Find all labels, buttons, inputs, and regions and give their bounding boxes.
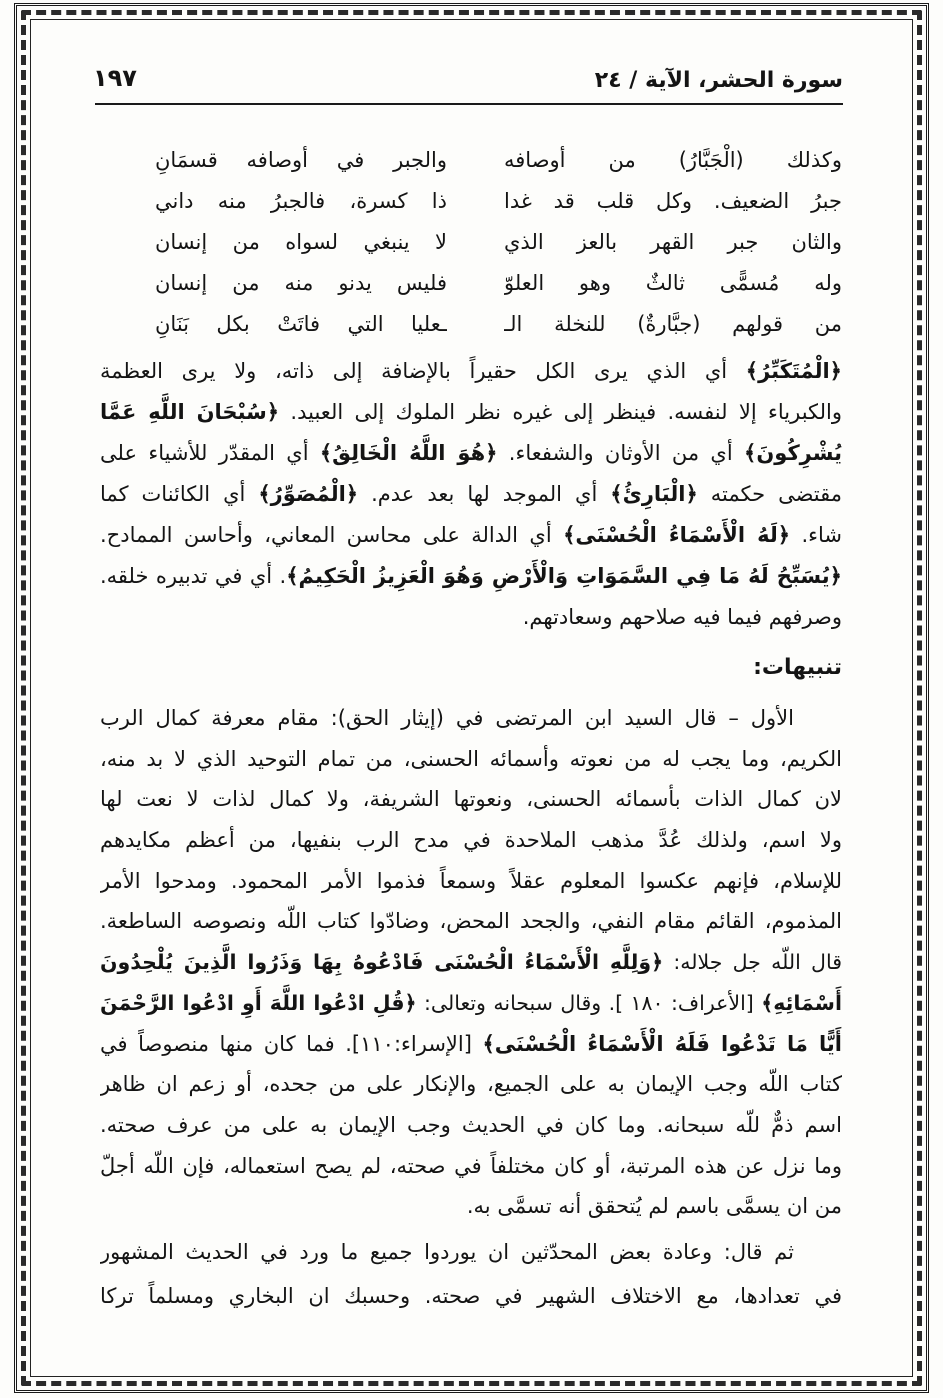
text-line — [100, 556, 842, 597]
text-line — [100, 739, 842, 780]
header-rule — [95, 103, 843, 105]
verse-right-hemistich: وله مُسمًّى ثالثٌ وهو العلوّ — [504, 271, 842, 295]
text-run: شاء. — [790, 523, 842, 547]
text-run: لان كمال الذات بأسمائه الحسنى، ونعوتها الشريفة، ولا كمال لذات لا نعت لها — [100, 787, 842, 812]
text-line — [100, 392, 842, 433]
text-line — [100, 1186, 842, 1227]
quran-quote: أَيًّا مَا تَدْعُوا فَلَهُ الْأَسْمَاءُ الْحُسْنَى﴾ — [482, 1031, 842, 1056]
verse-left-hemistich: والجبر في أوصافه قسمَانِ — [155, 148, 447, 172]
quran-quote: ﴿الْمُتَكَبِّرُ﴾ — [745, 359, 842, 383]
text-line — [100, 901, 842, 942]
text-run: كتاب اللّه وجب الإيمان به على الجميع، والإنكار على من جحده، أو زعم ان ظاهر — [100, 1072, 842, 1097]
text-line — [100, 861, 842, 902]
text-run: من ان يسمَّى باسم لم يُتحقق أنه تسمَّى به. — [466, 1194, 842, 1219]
text-run: قال اللّه جل جلاله: — [663, 950, 842, 975]
verse-right-hemistich: جبرُ الضعيف. وكل قلب قد غدا — [504, 189, 842, 213]
running-header-title: سورة الحشر، الآية / ٢٤ — [594, 68, 843, 93]
quran-quote: ﴿الْبَارِئُ﴾ — [610, 482, 698, 506]
text-line — [100, 1146, 842, 1187]
quran-quote: ﴿وَلِلَّهِ الْأَسْمَاءُ الْحُسْنَى فَادْعُوهُ بِهَا وَذَرُوا الَّذِينَ يُلْحِدُونَ — [100, 950, 664, 975]
text-line — [100, 351, 842, 392]
paragraph — [100, 698, 842, 1227]
text-line — [100, 698, 842, 739]
paragraph — [100, 351, 842, 638]
text-run: أي الدالة على محاسن المعاني، وأحاسن الممادح. — [100, 523, 564, 547]
text-run: . أي في تدبيره خلقه. — [100, 564, 287, 588]
poem — [100, 140, 842, 345]
text-line — [100, 474, 842, 515]
text-line — [100, 1064, 842, 1105]
text-line — [100, 515, 842, 556]
text-run: وما نزل عن هذه المرتبة، أو كان مختلفاً في صحته، لم يصح استعماله، فإن اللّه أجلّ — [100, 1153, 842, 1178]
text-line — [100, 779, 842, 820]
text-run: الأول – قال السيد ابن المرتضى في (إيثار الحق): مقام معرفة كمال الرب — [100, 706, 794, 730]
poem-verse — [100, 140, 842, 181]
text-run: مقتضى حكمته — [697, 482, 842, 506]
text-run: أي الذي يرى الكل حقيراً بالإضافة إلى ذاته، ولا يرى العظمة — [100, 359, 746, 383]
poem-verse — [100, 304, 842, 345]
section-heading: تنبيهات: — [753, 655, 842, 680]
text-run: الكريم، وما يجب له من نعوته وأسمائه الحسنى، من تمام التوحيد الذي لا بد منه، — [100, 746, 842, 771]
page-number: ١٩٧ — [93, 64, 137, 92]
text-run: في تعدادها، مع الاختلاف الشهير في صحته. وحسبك ان البخاري ومسلماً تركا — [100, 1284, 842, 1308]
quran-quote: ﴿قُلِ ادْعُوا اللَّهَ أَوِ ادْعُوا الرَّحْمَنَ — [100, 990, 417, 1015]
quran-quote: أَسْمَائِهِ﴾ — [761, 990, 842, 1015]
quran-quote: يُشْرِكُونَ﴾ — [744, 441, 842, 465]
poem-verse — [100, 222, 842, 263]
verse-left-hemistich: ذا كسرة، فالجبرُ منه داني — [155, 189, 447, 213]
text-line — [100, 983, 842, 1024]
poem-verse — [100, 181, 842, 222]
verse-left-hemistich: لا ينبغي لسواه من إنسان — [155, 230, 447, 254]
text-run: وصرفهم فيما فيه صلاحهم وسعادتهم. — [522, 605, 842, 629]
quran-quote: ﴿يُسَبِّحُ لَهُ مَا فِي السَّمَوَاتِ وَالْأَرْضِ وَهُوَ الْعَزِيزُ الْحَكِيمُ﴾ — [286, 564, 842, 588]
text-run: ثم قال: وعادة بعض المحدّثين ان يوردوا جميع ما ورد في الحديث المشهور — [100, 1240, 794, 1264]
text-run: اسم ذمٌّ للّه سبحانه. وما كان في الحديث وجب الإيمان به على من عرف صحته. — [100, 1112, 842, 1137]
text-run: والكبرياء إلا لنفسه. فينظر إلى غيره نظر الملوك إلى العبيد. — [279, 400, 842, 424]
text-run: [الأعراف: ١٨٠ ]. وقال سبحانه وتعالى: — [416, 990, 762, 1015]
quran-quote: ﴿هُوَ اللَّهُ الْخَالِقُ﴾ — [319, 441, 498, 465]
paragraph — [100, 1230, 842, 1318]
verse-left-hemistich: فليس يدنو منه من إنسان — [155, 271, 447, 295]
text-run: للإسلام، فإنهم عكسوا المعلوم عقلاً وسمعاً فذموا الأمر المحمود. ومدحوا الأمر — [100, 868, 842, 893]
text-run: أي من الأوثان والشفعاء. — [497, 441, 745, 465]
quran-quote: ﴿الْمُصَوِّرُ﴾ — [258, 482, 359, 506]
verse-right-hemistich: وكذلك (الْجَبَّارُ) من أوصافه — [504, 148, 842, 172]
text-run: المذموم، القائم مقام النفي، والجحد المحض، وضادّوا كتاب اللّه ونصوصه الساطعة. — [100, 909, 842, 934]
text-run: أي الكائنات كما — [100, 482, 259, 506]
text-run: أي المقدّر للأشياء على — [100, 441, 320, 465]
text-line — [100, 1274, 842, 1318]
text-run: ولا اسم، ولذلك عُدَّ مذهب الملاحدة في مدح الرب بنفيها، من أعظم مكايدهم — [100, 828, 842, 853]
text-line — [100, 820, 842, 861]
verse-right-hemistich: من قولهم (جبَّارةٌ) للنخلة الـ — [504, 312, 842, 336]
text-line — [100, 1105, 842, 1146]
verse-right-hemistich: والثان جبر القهر بالعز الذي — [504, 230, 842, 254]
text-line — [100, 1024, 842, 1065]
text-run: أي الموجد لها بعد عدم. — [358, 482, 611, 506]
text-line — [100, 597, 842, 638]
verse-left-hemistich: ـعليا التي فاتَتْ بكل بَنَانِ — [155, 312, 447, 336]
quran-quote: ﴿سُبْحَانَ اللَّهِ عَمَّا — [100, 400, 280, 424]
text-line — [100, 1230, 842, 1274]
poem-verse — [100, 263, 842, 304]
text-line — [100, 433, 842, 474]
text-run: [الإسراء:١١٠]. فما كان منها منصوصاً في — [100, 1031, 483, 1056]
quran-quote: ﴿لَهُ الْأَسْمَاءُ الْحُسْنَى﴾ — [563, 523, 791, 547]
text-line — [100, 942, 842, 983]
